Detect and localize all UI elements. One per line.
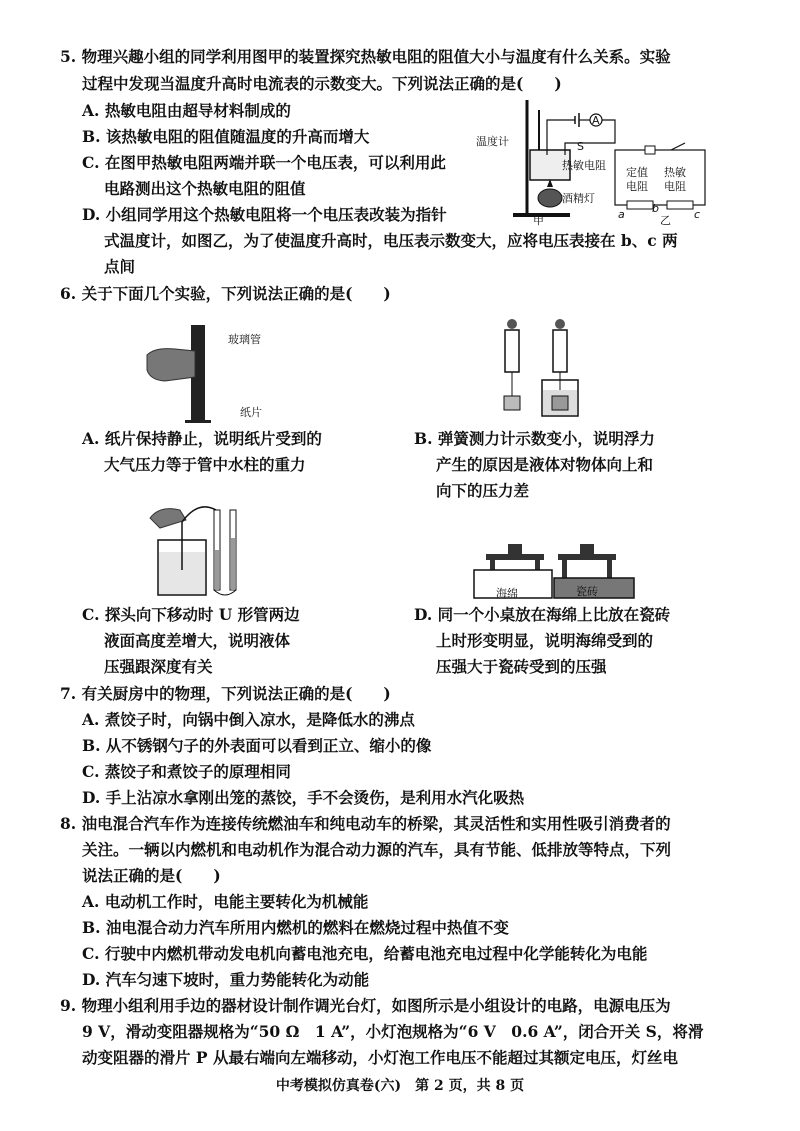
q5-stem-line2: 过程中发现当温度升高时电流表的示数变大。下列说法正确的是( ) xyxy=(82,74,562,93)
q5-stem-line1: 5. 物理兴趣小组的同学利用图甲的装置探究热敏电阻的阻值大小与温度有什么关系。实验 xyxy=(60,47,671,66)
q5-option-b: B. 该热敏电阻的阻值随温度的升高而增大 xyxy=(82,127,370,146)
q7-option-a: A. 煮饺子时，向锅中倒入凉水，是降低水的沸点 xyxy=(82,710,415,729)
q9-stem-line1: 9. 物理小组利用手边的器材设计制作调光台灯，如图所示是小组设计的电路，电源电压为 xyxy=(60,996,671,1015)
q5-option-a: A. 热敏电阻由超导材料制成的 xyxy=(82,101,291,120)
q6-option-b-line1: B. 弹簧测力计示数变小，说明浮力 xyxy=(414,429,655,448)
q6-stem: 6. 关于下面几个实验，下列说法正确的是( ) xyxy=(60,284,391,303)
q5-option-d-line1: D. 小组同学用这个热敏电阻将一个电压表改装为指针 xyxy=(82,205,447,224)
q8-stem-line3: 说法正确的是( ) xyxy=(82,866,221,885)
q5-label-point-a: a xyxy=(618,208,625,221)
q6-option-d-line2: 上时形变明显，说明海绵受到的 xyxy=(436,631,654,650)
q7-option-b: B. 从不锈钢勺子的外表面可以看到正立、缩小的像 xyxy=(82,736,432,755)
q5-option-c-line1: C. 在图甲热敏电阻两端并联一个电压表，可以利用此 xyxy=(82,153,446,172)
q8-option-d: D. 汽车匀速下坡时，重力势能转化为动能 xyxy=(82,970,370,989)
q8-option-a: A. 电动机工作时，电能主要转化为机械能 xyxy=(82,892,369,911)
q8-option-c: C. 行驶中内燃机带动发电机向蓄电池充电，给蓄电池充电过程中化学能转化为电能 xyxy=(82,944,648,963)
q5-label-thermal-resistor: 热敏电阻 xyxy=(664,166,686,193)
q9-stem-line2: 9 V，滑动变阻器规格为“50 Ω 1 A”，小灯泡规格为“6 V 0.6 A”，闭合开关 S，将滑 xyxy=(82,1022,704,1041)
q5-option-c-line2: 电路测出这个热敏电阻的阻值 xyxy=(104,179,306,198)
q5-label-fixed-resistor: 定值电阻 xyxy=(626,166,648,193)
q5-label-yi: 乙 xyxy=(660,214,671,227)
q8-stem-line2: 关注。一辆以内燃机和电动机作为混合动力源的汽车，具有节能、低排放等特点，下列 xyxy=(82,840,672,859)
q8-option-b: B. 油电混合动力汽车所用内燃机的燃料在燃烧过程中热值不变 xyxy=(82,918,509,937)
q6-figure-b xyxy=(490,318,590,418)
q5-label-thermometer: 温度计 xyxy=(476,135,509,148)
q6-option-c-line3: 压强跟深度有关 xyxy=(104,657,213,676)
q6-label-paper: 纸片 xyxy=(240,406,262,419)
q7-option-c: C. 蒸饺子和煮饺子的原理相同 xyxy=(82,762,291,781)
q5-label-switch: S xyxy=(577,140,584,153)
q6-label-tile: 瓷砖 xyxy=(576,585,598,598)
q5-label-point-c: c xyxy=(694,208,701,221)
page-footer: 中考模拟仿真卷(六) 第 2 页，共 8 页 xyxy=(275,1078,525,1094)
q6-option-a-line2: 大气压力等于管中水柱的重力 xyxy=(104,455,306,474)
q5-option-d-line2: 式温度计，如图乙，为了使温度升高时，电压表示数变大，应将电压表接在 b、c 两 xyxy=(104,231,678,250)
q6-option-b-line3: 向下的压力差 xyxy=(436,481,530,500)
q6-label-sponge: 海绵 xyxy=(496,587,518,600)
q5-label-lamp: 酒精灯 xyxy=(562,192,595,205)
q6-option-a-line1: A. 纸片保持静止，说明纸片受到的 xyxy=(82,429,322,448)
q6-option-b-line2: 产生的原因是液体对物体向上和 xyxy=(436,455,654,474)
q6-figure-c xyxy=(150,500,250,600)
q6-label-glass-tube: 玻璃管 xyxy=(228,333,261,346)
q5-label-thermistor: 热敏电阻 xyxy=(562,159,606,172)
q6-option-d-line3: 压强大于瓷砖受到的压强 xyxy=(436,657,607,676)
q5-option-d-line3: 点间 xyxy=(104,257,136,276)
q6-figure-a xyxy=(145,325,215,425)
q6-option-c-line2: 液面高度差增大，说明液体 xyxy=(104,631,291,650)
q5-label-jia: 甲 xyxy=(533,214,544,227)
q6-option-d-line1: D. 同一个小桌放在海绵上比放在瓷砖 xyxy=(414,605,671,624)
q8-stem-line1: 8. 油电混合汽车作为连接传统燃油车和纯电动车的桥梁，其灵活性和实用性吸引消费者的 xyxy=(60,814,671,833)
q5-label-point-b: b xyxy=(652,202,659,215)
q7-option-d: D. 手上沾凉水拿刚出笼的蒸饺，手不会烫伤，是利用水汽化吸热 xyxy=(82,788,525,807)
q6-option-c-line1: C. 探头向下移动时 U 形管两边 xyxy=(82,605,300,624)
q7-stem: 7. 有关厨房中的物理，下列说法正确的是( ) xyxy=(60,684,391,703)
q9-stem-line3: 动变阻器的滑片 P 从最右端向左端移动，小灯泡工作电压不能超过其额定电压，灯丝电 xyxy=(82,1048,678,1067)
q5-label-ammeter: A xyxy=(592,114,600,127)
